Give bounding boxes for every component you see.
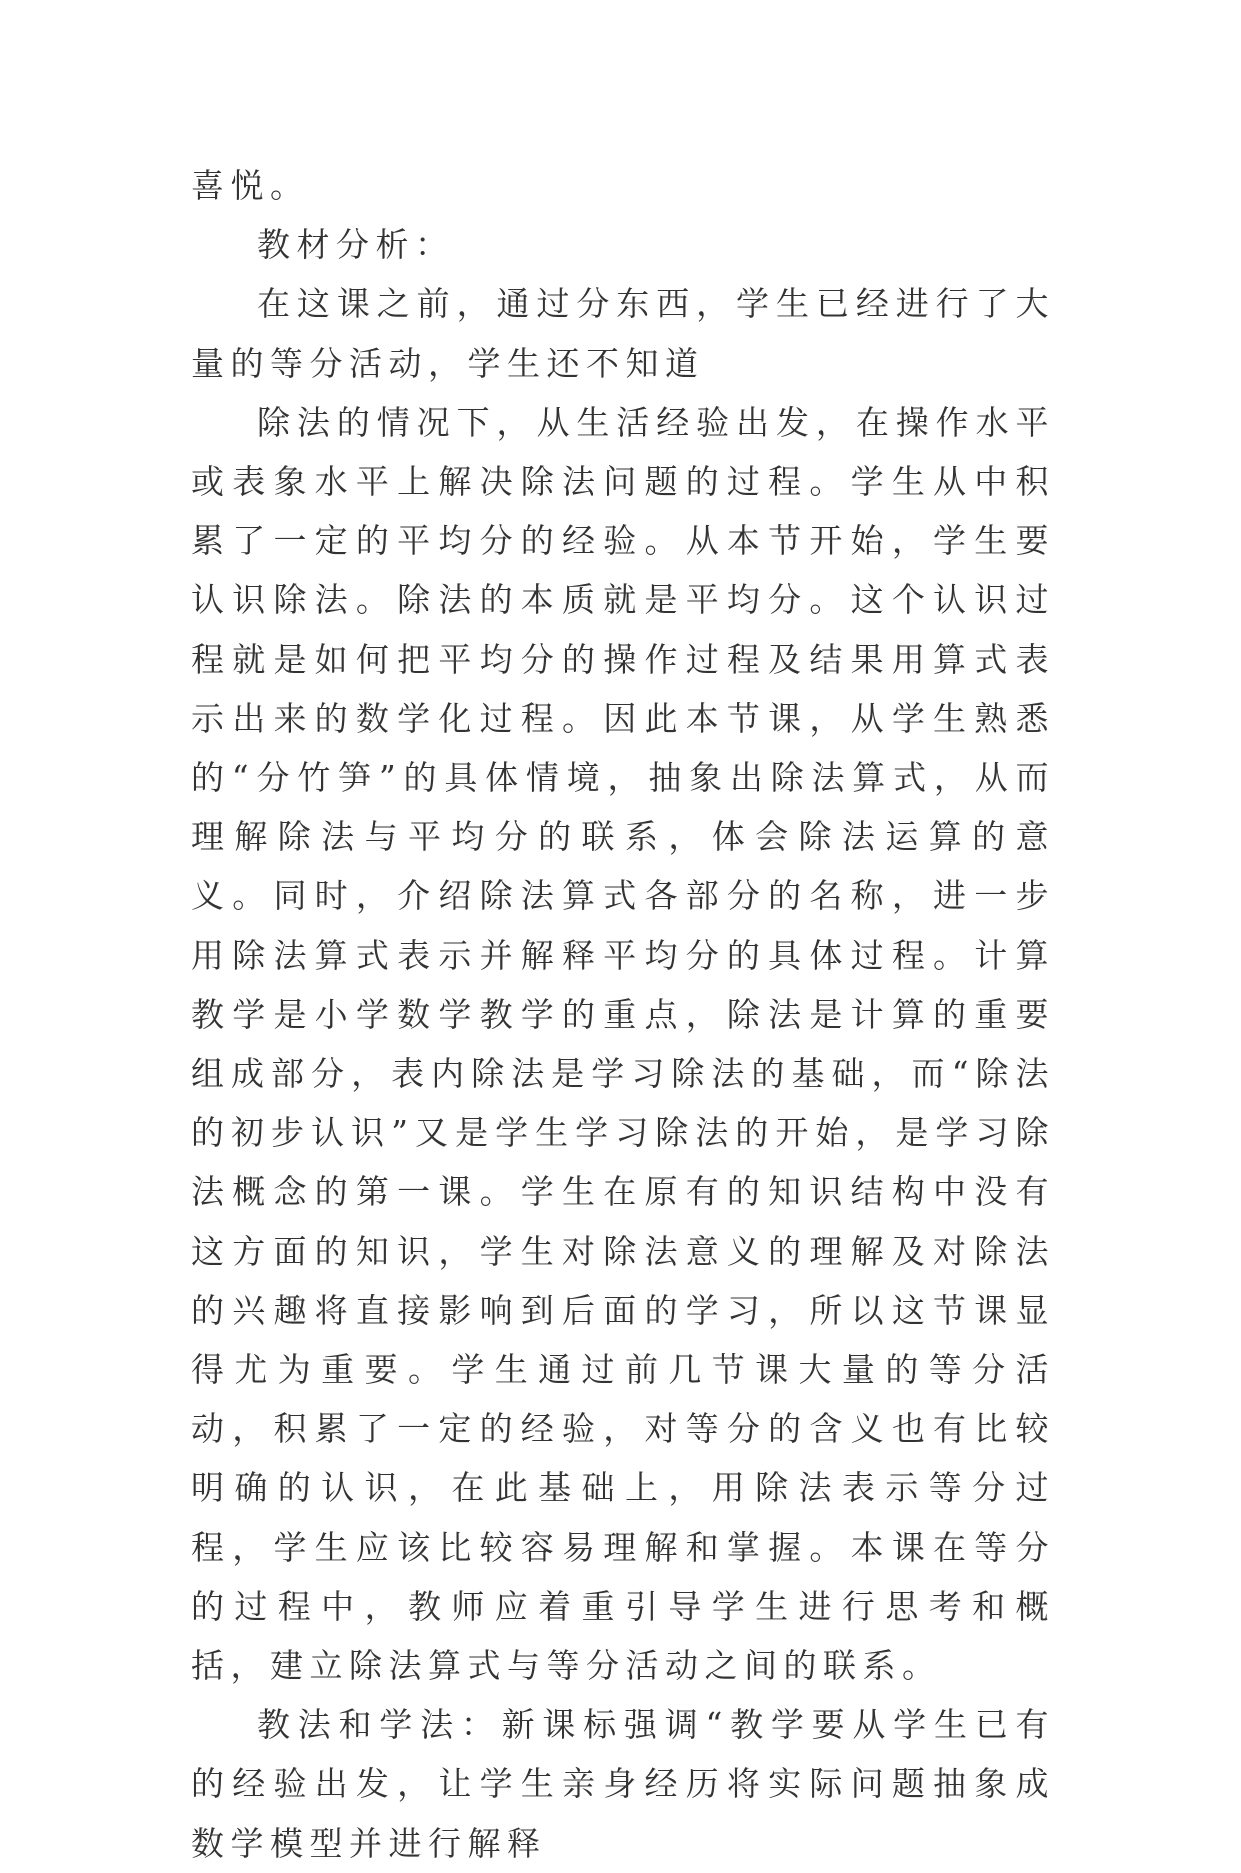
- paragraph-prior-activities: 在这课之前，通过分东西，学生已经进行了大量的等分活动，学生还不知道: [191, 284, 1055, 383]
- paragraph-division-analysis: 除法的情况下，从生活经验出发，在操作水平或表象水平上解决除法问题的过程。学生从中积累了一定的平均分的经验。从本节开始，学生要认识除法。除法的本质就是平均分。这个认识过程就是如何把平均分的操作过程及结果用算式表示出来的数学化过程。因此本节课，从学生熟悉的“分竹笋”的具体情境，抽象出除法算式，从而理解除法与平均分的联系，体会除法运算的意义。同时，介绍除法算式各部分的名称，进一步用除法算式表示并解释平均分的具体过程。计算教学是小学数学教学的重点，除法是计算的重要组成部分，表内除法是学习除法的基础，而“除法的初步认识”又是学生学习除法的开始，是学习除法概念的第一课。学生在原有的知识结构中没有这方面的知识，学生对除法意义的理解及对除法的兴趣将直接影响到后面的学习，所以这节课显得尤为重要。学生通过前几节课大量的等分活动，积累了一定的经验，对等分的含义也有比较明确的认识，在此基础上，用除法表示等分过程，学生应该比较容易理解和掌握。本课在等分的过程中，教师应着重引导学生进行思考和概括，建立除法算式与等分活动之间的联系。: [191, 402, 1055, 1686]
- paragraph-continuation: 喜悦。: [191, 166, 310, 205]
- document-body: [191, 156, 1055, 1873]
- paragraph-teaching-methods: 教法和学法：新课标强调“教学要从学生已有的经验出发，让学生亲身经历将实际问题抽象成数学模型并进行解释: [191, 1705, 1055, 1863]
- section-heading-textbook-analysis: 教材分析：: [257, 225, 455, 265]
